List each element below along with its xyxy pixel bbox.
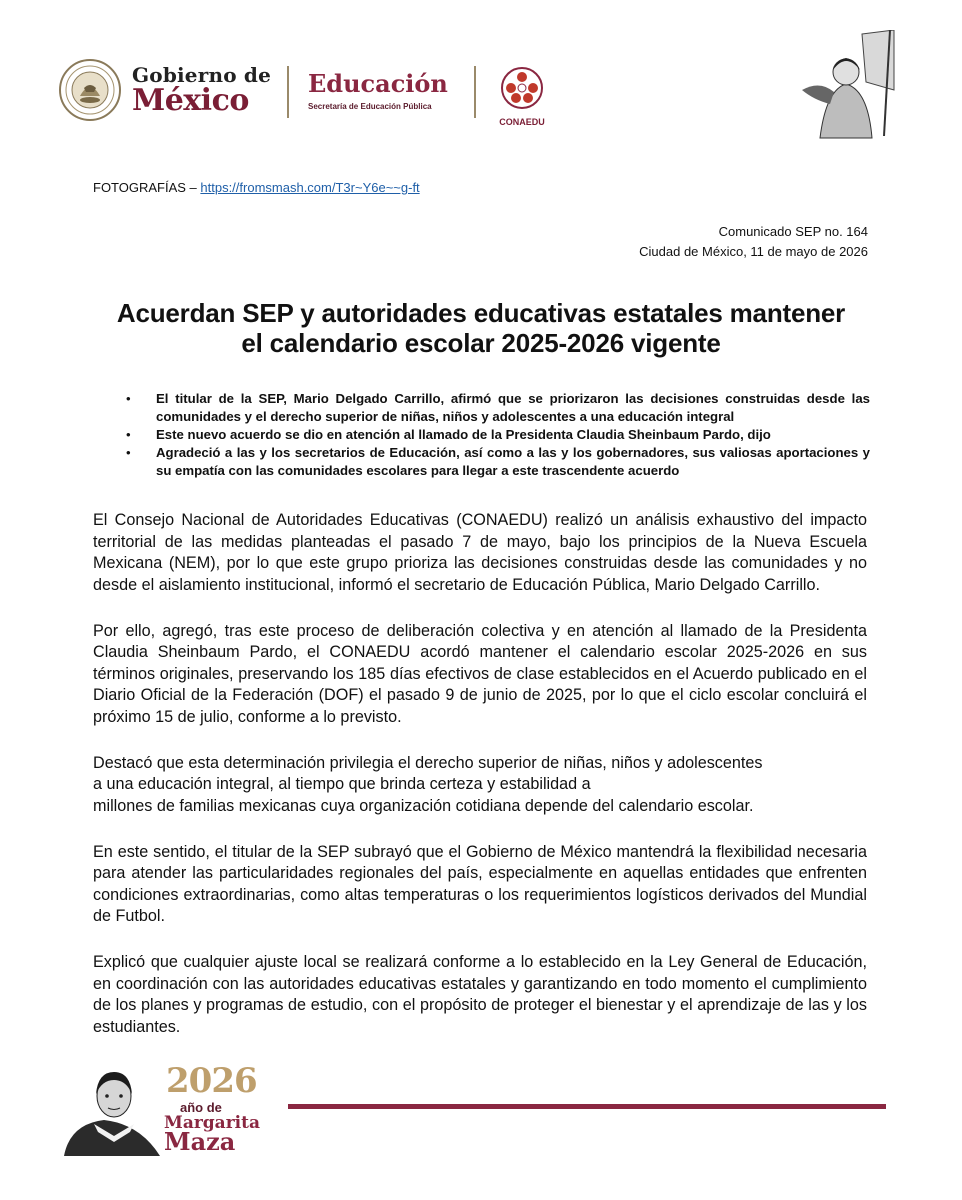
photos-link[interactable]: https://fromsmash.com/T3r~Y6e~~g-ft bbox=[200, 180, 420, 195]
conaedu-label: CONAEDU bbox=[499, 117, 545, 127]
conaedu-logo bbox=[492, 66, 552, 127]
paragraph: Por ello, agregó, tras este proceso de deliberación colectiva y en atención al llamado de la Presidenta Claudia Sheinbaum Pardo, el CONAEDU acordó mantener el calendario escolar 2025-2026 en sus términos originales, preservando los 185 días efectivos de clase establecidos en el Acuerdo publicado en el Diario Oficial de la Federación (DOF) el pasado 9 de junio de 2025, por lo que el ciclo escolar concluirá el próximo 15 de julio, conforme a lo previsto. bbox=[93, 621, 867, 726]
footer-year: 2026 bbox=[166, 1061, 257, 1101]
paragraph: Explicó que cualquier ajuste local se realizará conforme a lo establecido en la Ley General de Educación, en coordinación con las autoridades educativas estatales y garantizando en todo momento el cumplimiento de los planes y programas de estudio, con el propósito de proteger el bienestar y el aprendizaje de las y los estudiantes. bbox=[93, 953, 867, 1036]
paragraph-line: millones de familias mexicanas cuya organización cotidiana depende del calendario escolar. bbox=[93, 796, 754, 815]
gobierno-label: Gobierno de bbox=[132, 63, 272, 87]
coat-of-arms-icon bbox=[58, 58, 122, 122]
bullet-dot-icon: • bbox=[126, 427, 131, 442]
bullet-dot-icon: • bbox=[126, 445, 131, 460]
headline-line: Acuerdan SEP y autoridades educativas estatales mantener bbox=[116, 298, 846, 328]
bullet-item bbox=[122, 444, 870, 480]
paragraph bbox=[93, 753, 867, 818]
paragraph-line: a una educación integral, al tiempo que brinda certeza y estabilidad a bbox=[93, 775, 591, 793]
bullet-text: El titular de la SEP, Mario Delgado Carrillo, afirmó que se priorizaron las decisiones construidas desde las comunidades y el derecho superior de niñas, niños y adolescentes a una educación integral bbox=[156, 391, 870, 424]
margarita-maza-portrait bbox=[60, 1066, 170, 1156]
communique-info bbox=[639, 222, 868, 262]
summary-bullets bbox=[122, 390, 870, 480]
educacion-title: Educación bbox=[308, 69, 448, 98]
educacion-logo bbox=[308, 70, 448, 111]
bullet-item bbox=[122, 390, 870, 426]
bullet-item bbox=[122, 426, 870, 444]
communique-number: Comunicado SEP no. 164 bbox=[718, 224, 868, 239]
footer-name-last: Maza bbox=[164, 1127, 236, 1156]
logo-divider bbox=[474, 66, 476, 118]
paragraph: En este sentido, el titular de la SEP subrayó que el Gobierno de México mantendrá la flexibilidad necesaria para atender las particularidades regionales del país, especialmente en aquellas entidades que enfrenten condiciones extraordinarias, como altas temperaturas o los requerimientos logísticos derivados del Mundial de Futbol. bbox=[93, 842, 867, 925]
bullet-dot-icon: • bbox=[126, 391, 131, 406]
paragraph: El Consejo Nacional de Autoridades Educativas (CONAEDU) realizó un análisis exhaustivo del impacto territorial de las medidas planteadas el pasado 7 de mayo, bajo los principios de la Nueva Escuela Mexicana (NEM), por lo que este grupo prioriza las decisiones construidas desde las comunidades y no desde el aislamiento institucional, informó el secretario de Educación Pública, Mario Delgado Carrillo. bbox=[93, 511, 867, 594]
heroine-illustration bbox=[790, 30, 900, 140]
gobierno-de-mexico-logo bbox=[132, 64, 271, 116]
communique-place-date: Ciudad de México, 11 de mayo de 2026 bbox=[639, 244, 868, 259]
bullet-text: Este nuevo acuerdo se dio en atención al llamado de la Presidenta Claudia Sheinbaum Pardo, dijo bbox=[156, 427, 771, 442]
photos-label: FOTOGRAFÍAS – bbox=[93, 180, 201, 195]
photos-line bbox=[93, 180, 420, 195]
footer-rule bbox=[288, 1104, 886, 1109]
article-body bbox=[93, 510, 867, 1063]
logo-divider bbox=[287, 66, 289, 118]
mexico-label: México bbox=[132, 83, 249, 118]
bullet-text: Agradeció a las y los secretarios de Educación, así como a las y los gobernadores, sus valiosas aportaciones y su empatía con las comunidades escolares para llegar a este trascendente acuerdo bbox=[156, 445, 870, 478]
footer-name-first: Margarita bbox=[164, 1113, 260, 1133]
headline-line: el calendario escolar 2025-2026 vigente bbox=[241, 328, 721, 358]
conaedu-logo-icon bbox=[500, 97, 544, 114]
headline bbox=[95, 298, 867, 358]
footer-ano-de: año de bbox=[180, 1100, 222, 1115]
paragraph-line: Destacó que esta determinación privilegia el derecho superior de niñas, niños y adolescentes bbox=[93, 753, 763, 772]
educacion-subtitle: Secretaría de Educación Pública bbox=[308, 102, 432, 111]
